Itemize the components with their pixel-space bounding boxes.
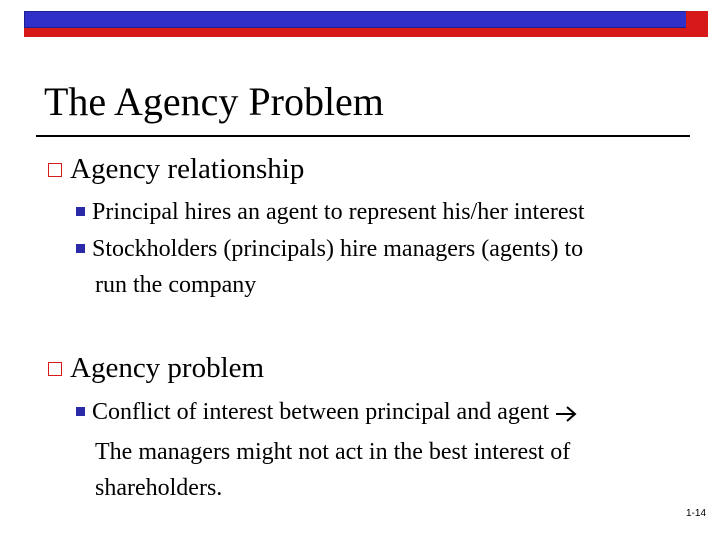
list-item-continuation: shareholders.: [95, 475, 223, 501]
header-banner-red: [24, 28, 708, 37]
list-item-principal-hires: [76, 194, 696, 230]
hollow-square-bullet-icon: [48, 362, 62, 376]
section-heading-agency-relationship: [48, 152, 304, 186]
list-item-text: Principal hires an agent to represent his/her interest: [92, 199, 585, 225]
filled-square-bullet-icon: [76, 244, 85, 253]
list-item-continuation: run the company: [95, 272, 257, 298]
section-heading-text: Agency problem: [70, 352, 265, 384]
right-arrow-icon: [555, 398, 577, 434]
slide-title: The Agency Problem: [44, 79, 384, 124]
filled-square-bullet-icon: [76, 407, 85, 416]
section-heading-agency-problem: [48, 351, 264, 385]
list-item-continuation: The managers might not act in the best interest of: [95, 439, 571, 465]
list-item-stockholders-hire: [76, 231, 696, 303]
list-item-text: Stockholders (principals) hire managers (agents) to: [92, 236, 584, 262]
title-underline: [36, 135, 690, 137]
page-number: 1-14: [685, 508, 706, 519]
list-item-text: Conflict of interest between principal and agent: [92, 399, 550, 425]
header-banner-corner: [686, 11, 708, 37]
header-banner-blue: [24, 11, 708, 28]
filled-square-bullet-icon: [76, 207, 85, 216]
hollow-square-bullet-icon: [48, 163, 62, 177]
list-item-conflict-of-interest: [76, 394, 696, 506]
section-heading-text: Agency relationship: [70, 153, 305, 185]
